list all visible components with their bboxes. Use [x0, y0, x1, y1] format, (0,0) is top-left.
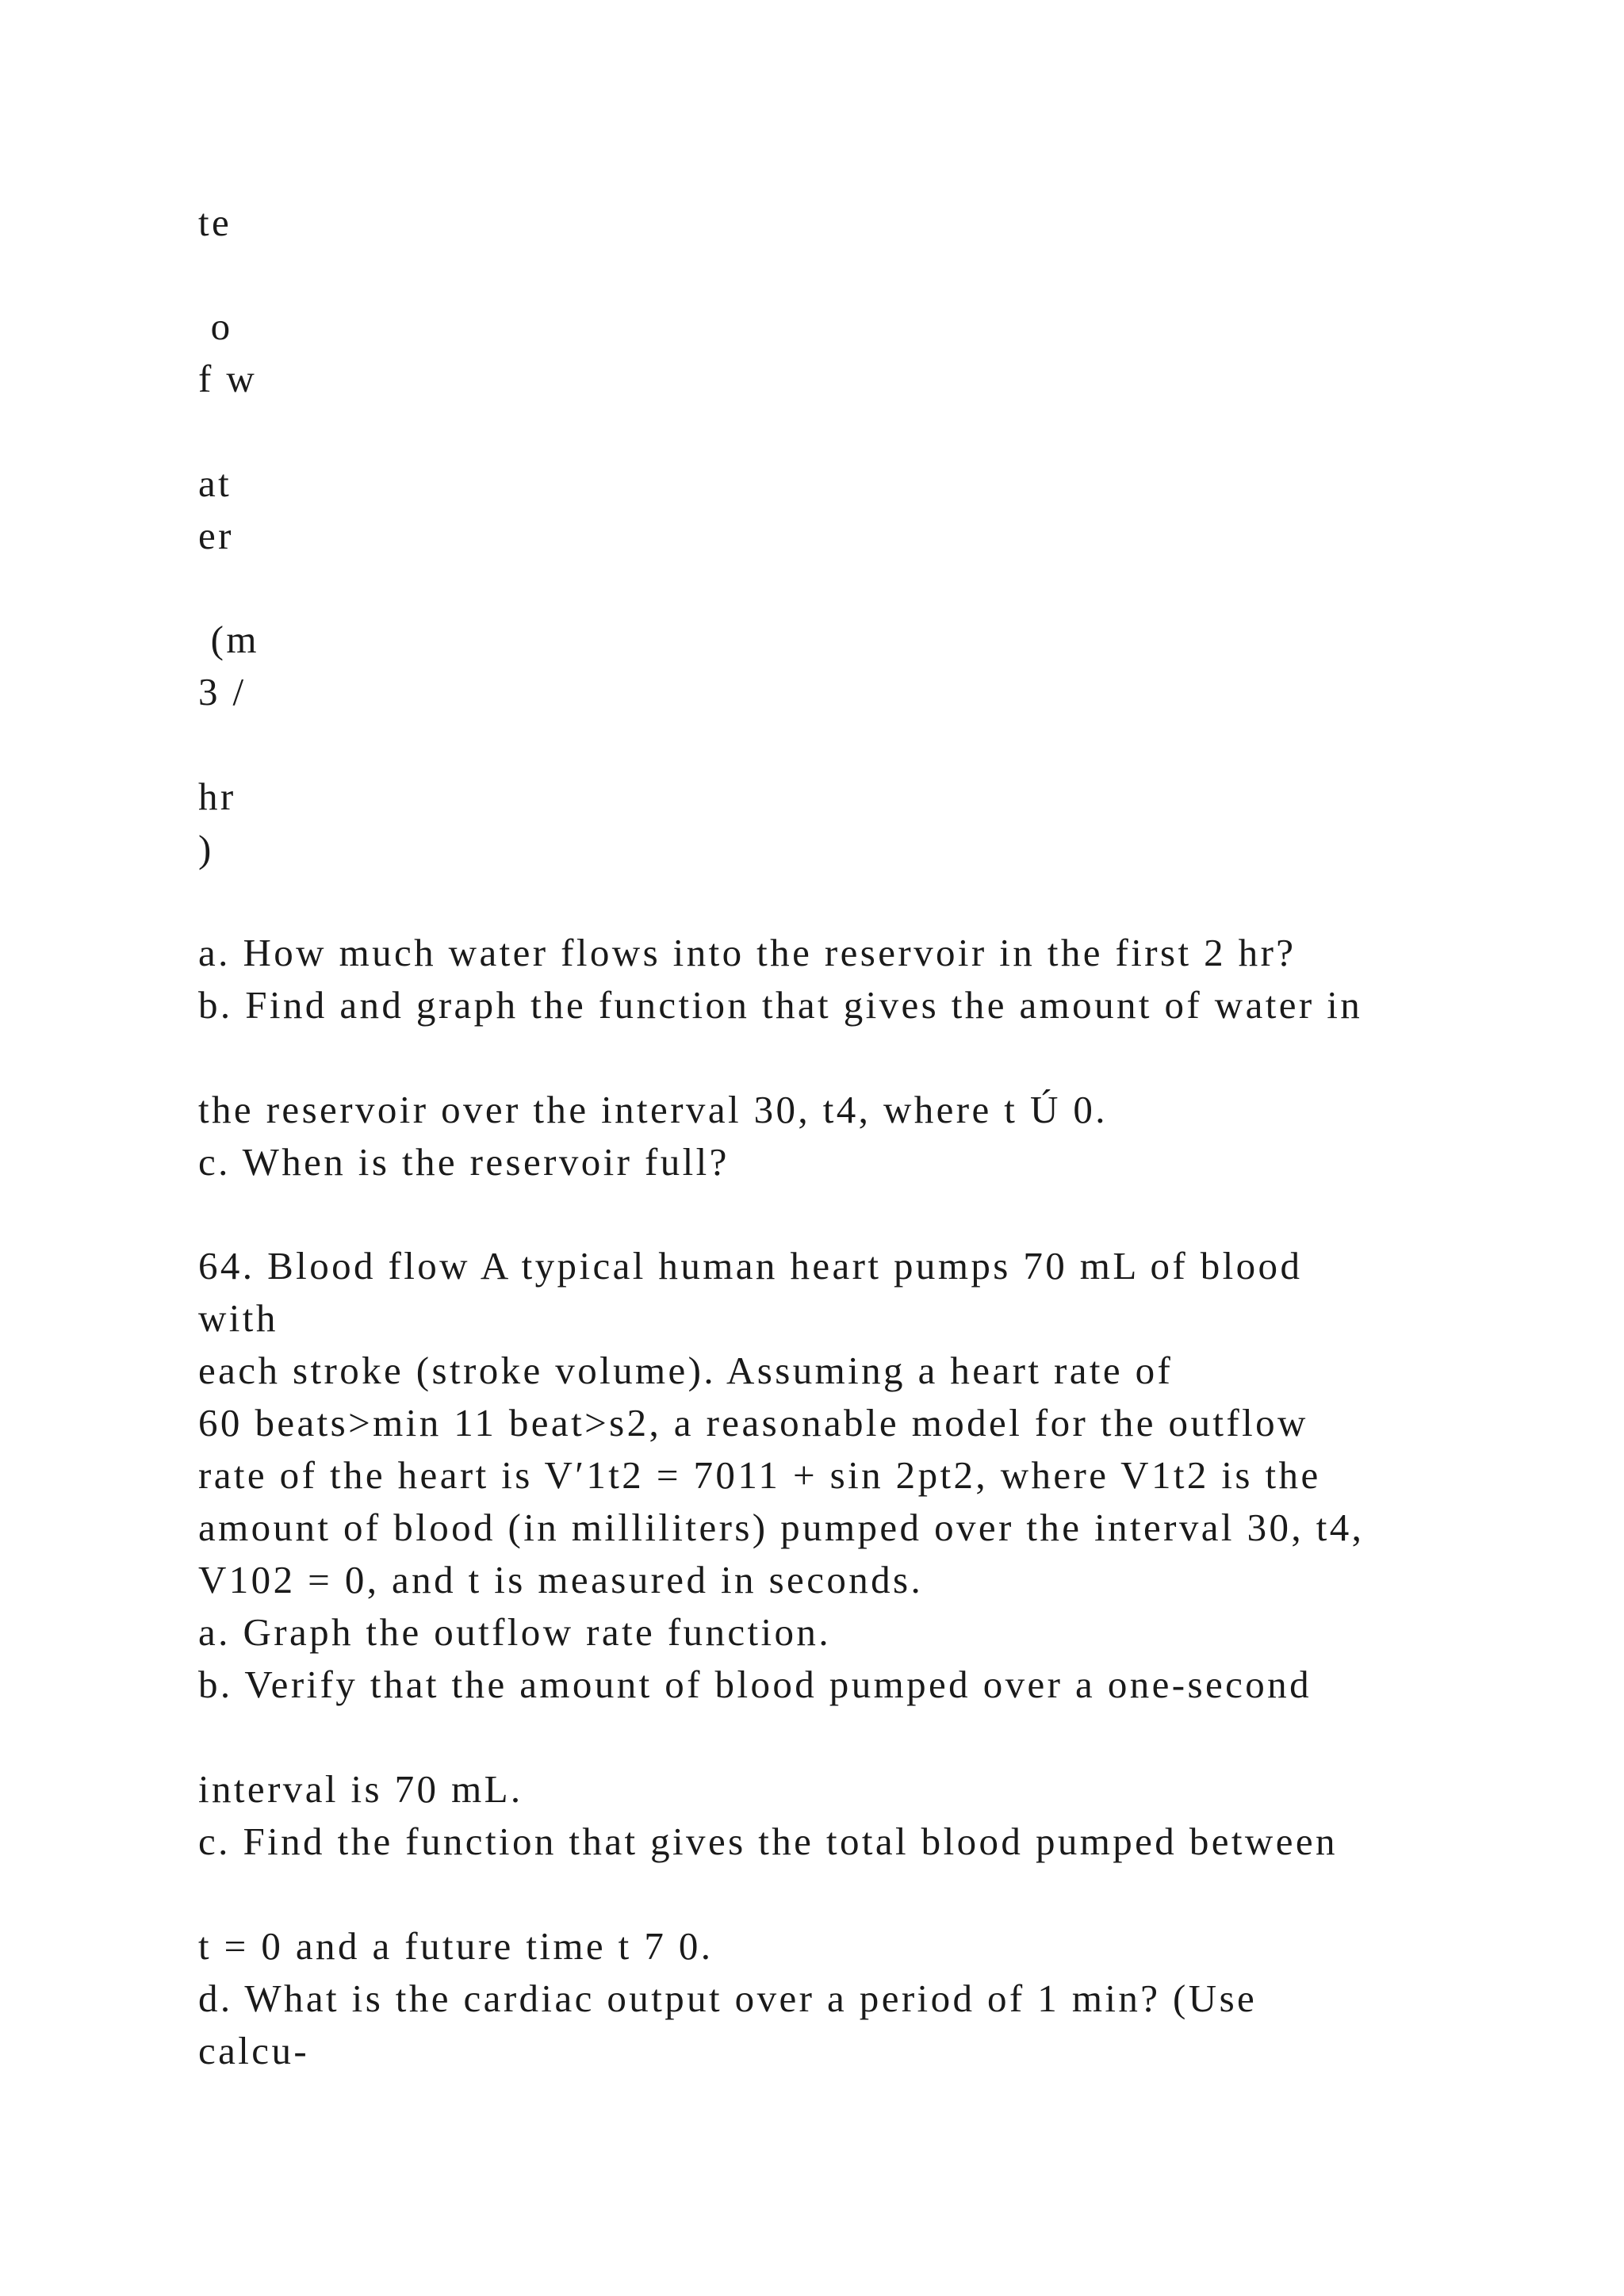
problem-64-part-d: d. What is the cardiac output over a period of 1 min? (Use [198, 1976, 1258, 2020]
problem-64-part-b: b. Verify that the amount of blood pumped over a one-second [198, 1663, 1312, 1706]
problem-64-line: V102 = 0, and t is measured in seconds. [198, 1558, 924, 1601]
fragment-line: te [198, 201, 232, 244]
problem-64-line: amount of blood (in milliliters) pumped over the interval 30, t4, [198, 1506, 1365, 1549]
problem-64-line: 60 beats>min 11 beat>s2, a reasonable model for the outflow [198, 1401, 1308, 1445]
problem-64-line: each stroke (stroke volume). Assuming a heart rate of [198, 1349, 1174, 1392]
fragment-line: 3 / [198, 670, 247, 714]
problem-64-part-b-cont: interval is 70 mL. [198, 1767, 523, 1811]
problem-63-part-b: b. Find and graph the function that gives the amount of water in [198, 983, 1363, 1027]
problem-64-line: with [198, 1296, 278, 1340]
fragment-line: f w [198, 357, 258, 400]
fragment-line: o [198, 304, 233, 348]
fragment-line: er [198, 514, 234, 557]
problem-64-part-a: a. Graph the outflow rate function. [198, 1610, 831, 1654]
fragment-line: ) [198, 827, 214, 871]
fragment-line: hr [198, 775, 236, 818]
fragment-line: (m [198, 618, 259, 661]
fragment-line: at [198, 461, 232, 505]
problem-64-line: rate of the heart is V′1t2 = 7011 + sin 2pt2, where V1t2 is the [198, 1453, 1321, 1497]
problem-63-part-a: a. How much water flows into the reservoir in the first 2 hr? [198, 931, 1297, 974]
problem-63-part-b-cont: the reservoir over the interval 30, t4, where t Ú 0. [198, 1088, 1108, 1131]
problem-64-part-d-cont: calcu- [198, 2029, 310, 2072]
problem-64-part-c: c. Find the function that gives the total blood pumped between [198, 1820, 1338, 1863]
problem-64-part-c-cont: t = 0 and a future time t 7 0. [198, 1924, 714, 1968]
problem-63-part-c: c. When is the reservoir full? [198, 1140, 730, 1184]
problem-64-heading: 64. Blood flow A typical human heart pumps 70 mL of blood [198, 1244, 1303, 1288]
